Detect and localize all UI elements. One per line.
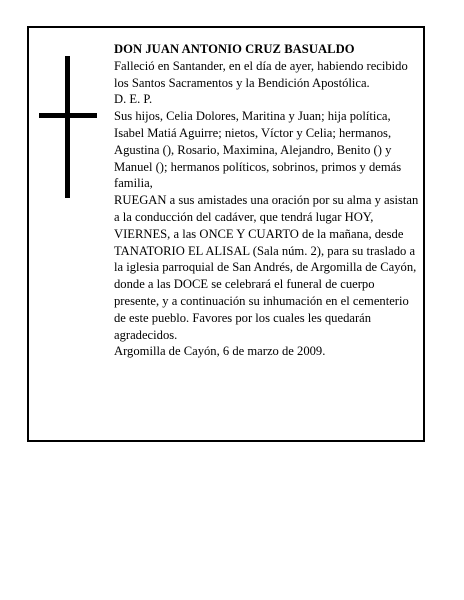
cross-icon — [39, 56, 97, 198]
family-list: Sus hijos, Celia Dolores, Maritina y Juan; hija política, Isabel Matiá Aguirre; nietos, Víctor y Celia; hermanos, Agustina (), Rosario, Maximina, Alejandro, Benito () y Manuel (); hermanos políticos, sobrinos, primos y demás familia, — [114, 109, 402, 191]
cross-vertical-bar — [65, 56, 70, 198]
death-info: Falleció en Santander, en el día de ayer, habiendo recibido los Santos Sacramentos y la Bendición Apostólica. — [114, 58, 408, 90]
funeral-request: RUEGAN a sus amistades una oración por su alma y asistan a la conducción del cadáver, que tendrá lugar HOY, VIERNES, a las ONCE Y CUARTO de la mañana, desde TANATORIO EL ALISAL (Sala núm. 2), para su traslado a la iglesia parroquial de San Andrés, de Argomilla de Cayón, donde a las DOCE se celebrará el funeral de cuerpo presente, y a continuación su inhumación en el cementerio de este pueblo. Favores por los cuales les quedarán agradecidos. — [114, 193, 419, 342]
deceased-name: DON JUAN ANTONIO CRUZ BASUALDO — [114, 42, 355, 56]
obituary-notice — [27, 26, 425, 442]
cross-horizontal-bar — [39, 113, 97, 118]
notice-text — [114, 41, 420, 360]
place-and-date: Argomilla de Cayón, 6 de marzo de 2009. — [114, 344, 326, 359]
rip-abbreviation: D. E. P. — [114, 92, 153, 107]
